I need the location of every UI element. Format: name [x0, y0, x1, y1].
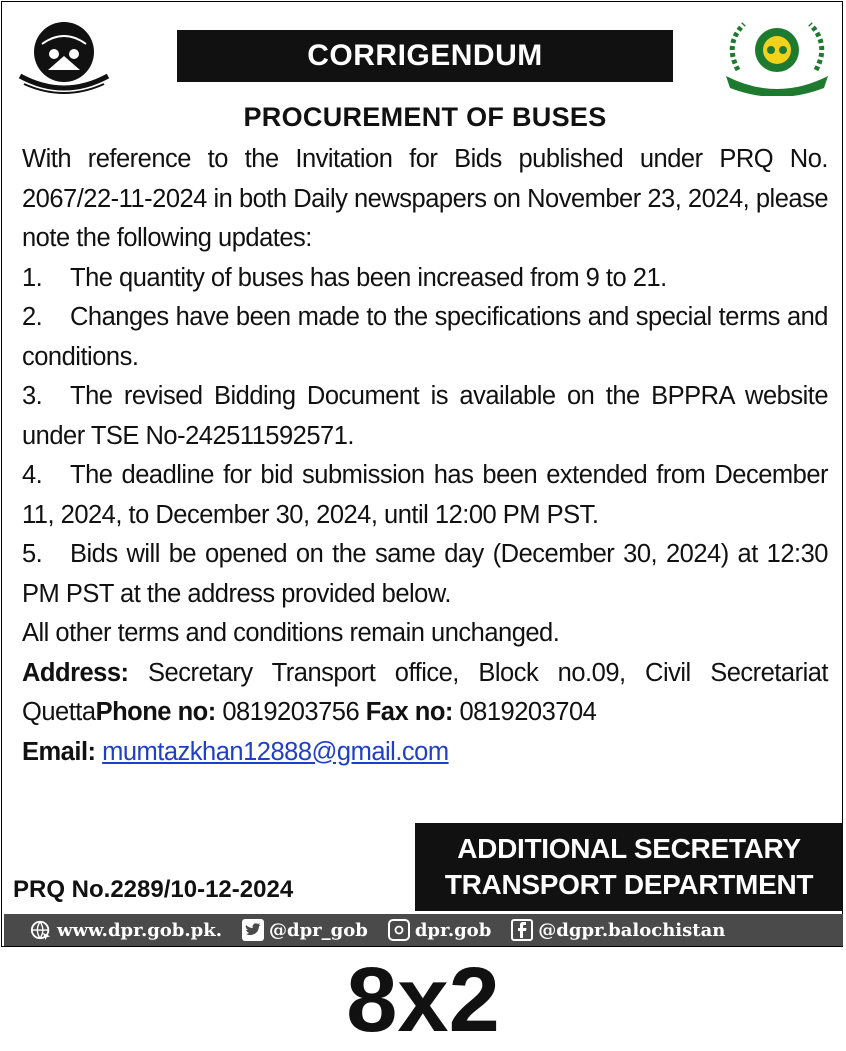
twitter-icon — [242, 919, 264, 941]
item-text: Changes have been made to the specifications and special terms and conditions. — [22, 303, 828, 371]
notice-body — [22, 140, 828, 772]
list-item — [22, 535, 828, 614]
closing-line: All other terms and conditions remain unchanged. — [22, 619, 560, 647]
item-number: 3. — [22, 382, 43, 410]
list-item — [22, 377, 828, 456]
address-value: Secretary Transport office, Block no.09, Civil Secretariat Quetta — [22, 658, 828, 726]
intro-paragraph: With reference to the Invitation for Bids published under PRQ No. 2067/22-11-2024 in both Daily newspapers on November 23, 2024, please note the following updates: — [22, 145, 828, 252]
list-item — [22, 259, 828, 299]
prq-number: PRQ No.2289/10-12-2024 — [13, 876, 294, 903]
list-item — [22, 298, 828, 377]
item-text: Bids will be opened on the same day (December 30, 2024) at 12:30 PM PST at the address provided below. — [22, 540, 828, 608]
balochistan-emblem-logo — [14, 14, 114, 96]
advertisement-frame — [1, 1, 843, 947]
signature-department: TRANSPORT DEPARTMENT — [444, 869, 814, 900]
email-link[interactable]: mumtazkhan12888@gmail.com — [102, 737, 449, 766]
fax-label: Fax no: — [365, 698, 453, 726]
footer-facebook[interactable] — [511, 919, 725, 941]
phone-value: 0819203756 — [222, 698, 360, 726]
item-text: The deadline for bid submission has been extended from December 11, 2024, to December 30, 2024, until 12:00 PM PST. — [22, 461, 828, 529]
item-number: 5. — [22, 540, 43, 568]
footer-instagram[interactable] — [388, 919, 491, 941]
item-number: 2. — [22, 303, 43, 331]
facebook-handle: @dgpr.balochistan — [538, 919, 726, 941]
twitter-handle: @dpr_gob — [268, 919, 368, 941]
instagram-icon — [388, 919, 410, 941]
instagram-handle: dpr.gob — [414, 919, 492, 941]
website-text: www.dpr.gob.pk. — [57, 919, 222, 941]
social-footer — [4, 914, 843, 946]
phone-label: Phone no: — [95, 698, 216, 726]
globe-icon — [30, 919, 52, 941]
item-number: 4. — [22, 461, 43, 489]
address-label: Address: — [22, 658, 129, 687]
procurement-heading: PROCUREMENT OF BUSES — [243, 102, 607, 132]
facebook-icon — [511, 919, 533, 941]
dgpr-emblem-logo — [718, 12, 836, 96]
item-text: The quantity of buses has been increased from 9 to 21. — [70, 263, 667, 292]
corrigendum-title: CORRIGENDUM — [177, 30, 673, 82]
email-line — [22, 733, 828, 773]
item-number: 1. — [22, 263, 43, 292]
address-line — [22, 654, 828, 733]
footer-twitter[interactable] — [242, 919, 368, 941]
footer-website[interactable] — [30, 919, 222, 941]
item-text: The revised Bidding Document is available on the BPPRA website under TSE No-242511592571. — [22, 382, 828, 450]
signature-block — [415, 823, 843, 911]
signature-title: ADDITIONAL SECRETARY — [457, 833, 801, 864]
ad-size-label: 8x2 — [346, 949, 500, 1051]
list-item — [22, 456, 828, 535]
email-label: Email: — [22, 737, 96, 766]
fax-value: 0819203704 — [459, 698, 597, 726]
